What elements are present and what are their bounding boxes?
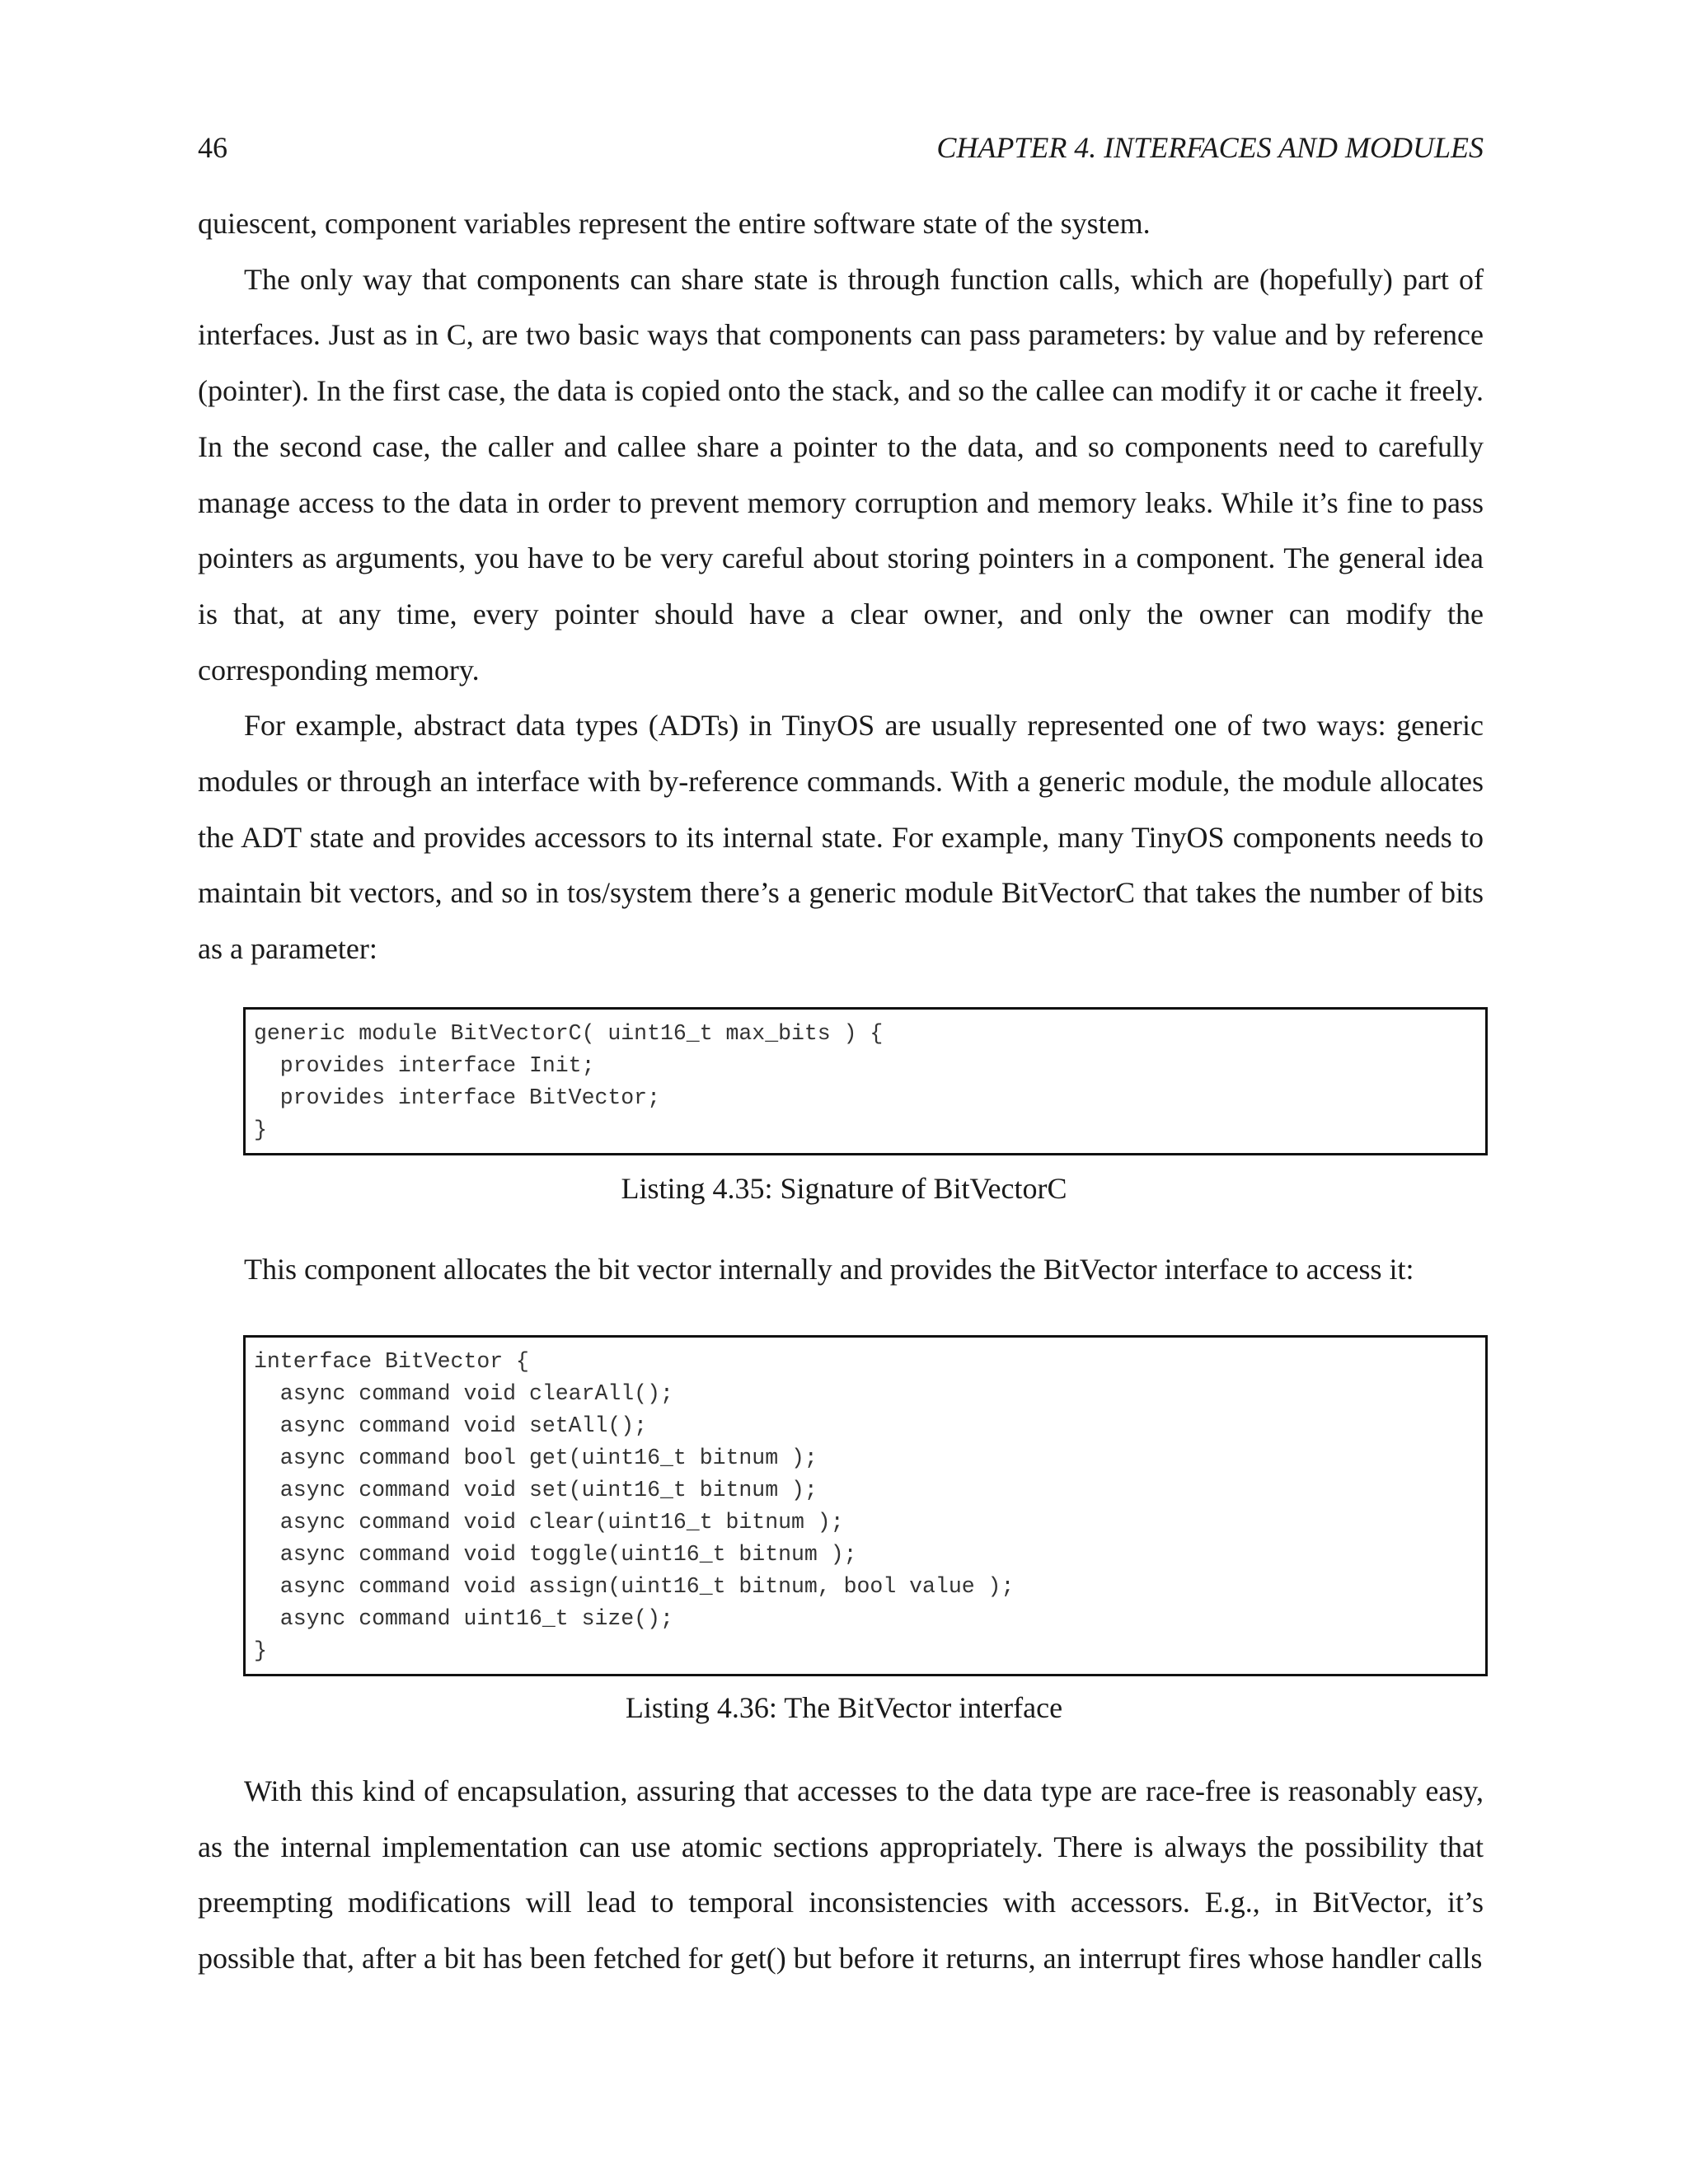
code-listing-4-35 (243, 1007, 1488, 1155)
paragraph-encapsulation: With this kind of encapsulation, assuring that accesses to the data type are race-free is reasonably easy, as the internal implementation can use atomic sections appropriately. There is always the possibility that preempting modifications will lead to temporal inconsistencies with accessors. E.g., in BitVector, it’s possible that, after a bit has been fetched for get() but before it returns, an interrupt fires whose handler calls (198, 1774, 1484, 1975)
body-text-middle (198, 1242, 1484, 1298)
body-text-bottom (198, 1764, 1484, 1987)
page-header (198, 128, 1484, 167)
code-bitvectorc-signature: generic module BitVectorC( uint16_t max_bits ) { provides interface Init; provides interface BitVector; } (254, 1021, 884, 1142)
paragraph-adt-example: For example, abstract data types (ADTs) in TinyOS are usually represented one of two ways: generic modules or through an interface with by-reference commands. With a generic module, the module allocates the ADT state and provides accessors to its internal state. For example, many TinyOS components needs to maintain bit vectors, and so in tos/system there’s a generic module BitVectorC that takes the number of bits as a parameter: (198, 709, 1484, 966)
paragraph-sharing-state: The only way that components can share state is through function calls, which are (hopefully) part of interfaces. Just as in C, are two basic ways that components can pass parameters: by value and by reference (pointer). In the first case, the data is copied onto the stack, and so the callee can modify it or cache it freely. In the second case, the caller and callee share a pointer to the data, and so components need to carefully manage access to the data in order to prevent memory corruption and memory leaks. While it’s fine to pass pointers as arguments, you have to be very careful about storing pointers in a component. The general idea is that, at any time, every pointer should have a clear owner, and only the owner can modify the corresponding memory. (198, 262, 1484, 687)
code-bitvector-interface: interface BitVector { async command void clearAll(); async command void setAll(); async command bool get(uint16_t bitnum ); async command void set(uint16_t bitnum ); async command void clear(uint16_t bitnum ); async command void toggle(uint16_t bitnum ); async command void assign(uint16_t bitnum, bool value ); async command uint16_t size(); } (254, 1349, 1015, 1663)
caption-listing-4-35: Listing 4.35: Signature of BitVectorC (621, 1172, 1067, 1205)
code-listing-4-36 (243, 1335, 1488, 1676)
page-number: 46 (198, 131, 227, 164)
caption-listing-4-36: Listing 4.36: The BitVector interface (625, 1691, 1063, 1724)
chapter-title: CHAPTER 4. INTERFACES AND MODULES (936, 131, 1484, 164)
paragraph-continuation: quiescent, component variables represent the entire software state of the system. (198, 207, 1151, 240)
body-text-top (198, 196, 1484, 977)
paragraph-allocates: This component allocates the bit vector internally and provides the BitVector interface to access it: (244, 1253, 1414, 1286)
